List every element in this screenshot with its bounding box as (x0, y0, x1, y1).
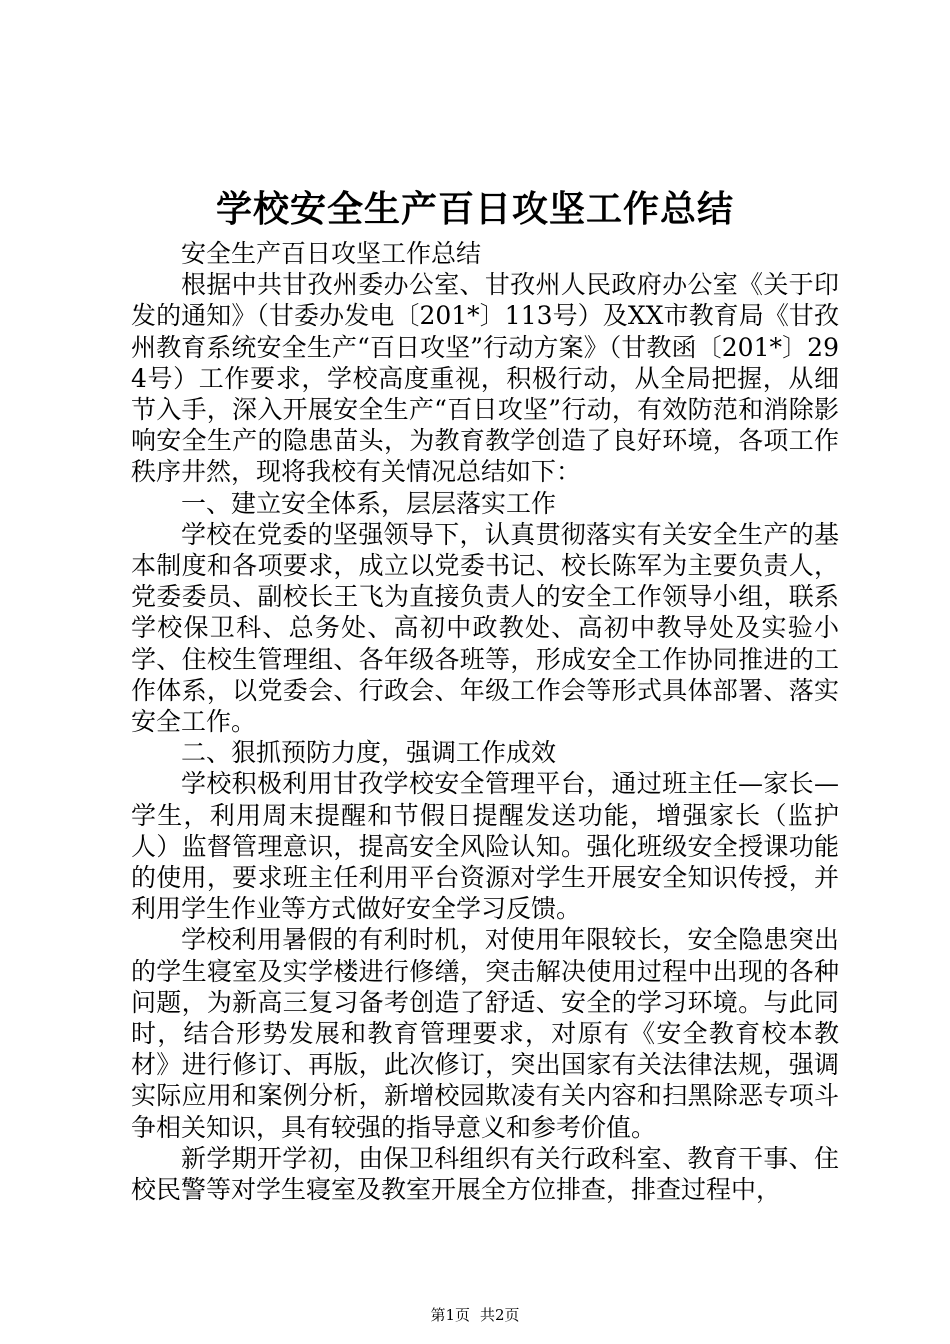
paragraph-section-2a: 学校积极利用甘孜学校安全管理平台，通过班主任—家长—学生，利用周末提醒和节假日提醒发送功能，增强家长（监护人）监督管理意识，提高安全风险认知。强化班级安全授课功能的使用，要求班主任利用平台资源对学生开展安全知识传授，并利用学生作业等方式做好安全学习反馈。 (131, 769, 839, 924)
section-heading-2: 二、狠抓预防力度，强调工作成效 (181, 738, 557, 768)
section-heading-1: 一、建立安全体系，层层落实工作 (181, 488, 557, 518)
paragraph-section-2c: 新学期开学初，由保卫科组织有关行政科室、教育干事、住校民警等对学生寝室及教室开展全方位排查，排查过程中， (131, 1143, 839, 1205)
page-footer (0, 1305, 950, 1325)
paragraph-section-2b: 学校利用暑假的有利时机，对使用年限较长，安全隐患突出的学生寝室及实学楼进行修缮，突击解决使用过程中出现的各种问题，为新高三复习备考创造了舒适、安全的学习环境。与此同时，结合形势发展和教育管理要求，对原有《安全教育校本教材》进行修订、再版，此次修订，突出国家有关法律法规，强调实际应用和案例分析，新增校园欺凌有关内容和扫黑除恶专项斗争相关知识，具有较强的指导意义和参考价值。 (131, 925, 839, 1142)
paragraph-subtitle: 安全生产百日攻坚工作总结 (181, 239, 482, 268)
page-number: 第1页 (430, 1306, 470, 1324)
document-body (131, 238, 839, 1205)
page-total: 共2页 (480, 1306, 520, 1324)
paragraph-intro: 根据中共甘孜州委办公室、甘孜州人民政府办公室《关于印发的通知》（甘委办发电〔201*〕113号）及XX市教育局《甘孜州教育系统安全生产“百日攻坚”行动方案》（甘教函〔201*〕294号）工作要求，学校高度重视，积极行动，从全局把握，从细节入手，深入开展安全生产“百日攻坚”行动，有效防范和消除影响安全生产的隐患苗头，为教育教学创造了良好环境，各项工作秩序井然，现将我校有关情况总结如下： (131, 270, 839, 487)
paragraph-section-1: 学校在党委的坚强领导下，认真贯彻落实有关安全生产的基本制度和各项要求，成立以党委书记、校长陈军为主要负责人，党委委员、副校长王飞为直接负责人的安全工作领导小组，联系学校保卫科、总务处、高初中政教处、高初中教导处及实验小学、住校生管理组、各年级各班等，形成安全工作协同推进的工作体系，以党委会、行政会、年级工作会等形式具体部署、落实安全工作。 (131, 519, 839, 737)
document-title: 学校安全生产百日攻坚工作总结 (215, 188, 734, 230)
